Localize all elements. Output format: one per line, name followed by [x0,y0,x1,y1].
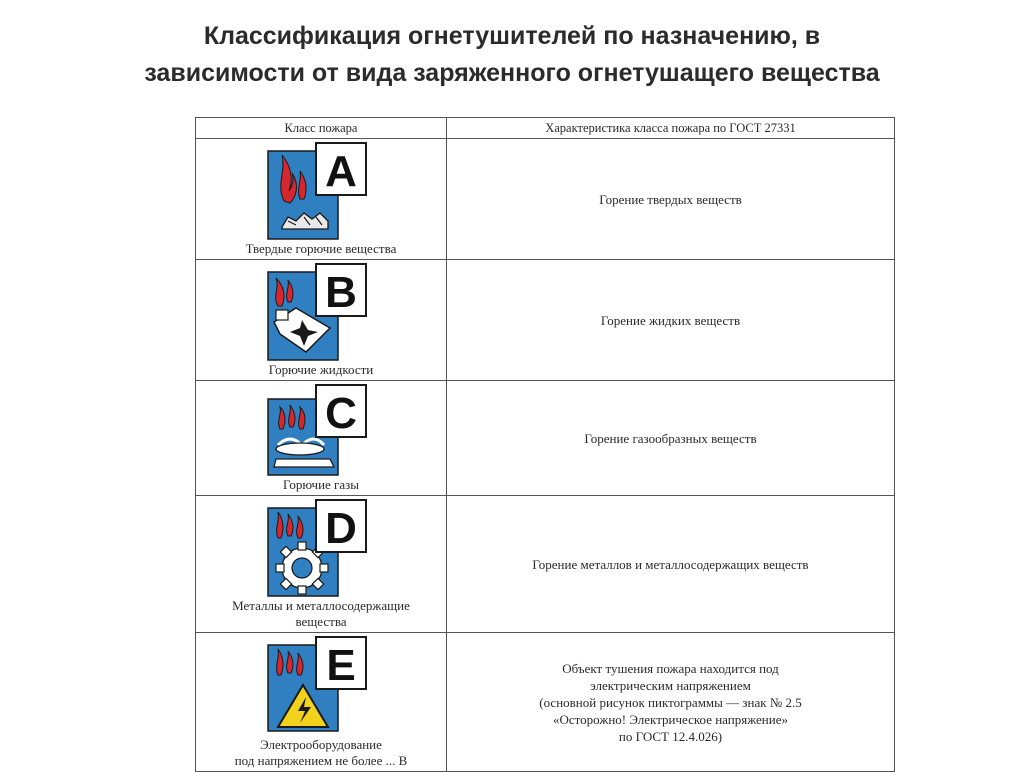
class-description-c: Горение газообразных веществ [447,381,895,496]
class-cell-d [196,496,447,633]
table-row-class-a [196,139,895,260]
class-cell-e [196,633,447,772]
class-caption-e: Электрооборудование под напряжением не более ... В [234,737,408,768]
header-class: Класс пожара [196,118,447,139]
metal-gear-fire-icon [256,498,376,600]
class-caption-a: Твердые горючие вещества [245,241,397,256]
svg-text:D: D [325,504,357,553]
table-row-class-e [196,633,895,772]
table-row-class-b [196,260,895,381]
class-description-d: Горение металлов и металлосодержащих веществ [447,496,895,633]
table-row-class-c [196,381,895,496]
table-row-class-d [196,496,895,633]
page-title-line-1: Классификация огнетушителей по назначению, в [203,22,821,50]
class-description-b: Горение жидких веществ [447,260,895,381]
class-caption-d: Металлы и металлосодержащие вещества [232,598,410,629]
table-header-row [196,118,895,139]
class-cell-c [196,381,447,496]
class-caption-b: Горючие жидкости [268,362,374,377]
class-caption-c: Горючие газы [282,477,360,492]
gas-burner-fire-icon [256,383,376,479]
class-description-e: Объект тушения пожара находится под электрическим напряжением (основной рисунок пиктограммы — знак № 2.5 «Осторожно! Электрическое напряжение» по ГОСТ 12.4.026) [447,633,895,772]
solid-fuel-fire-icon [256,141,376,245]
fire-class-table [195,117,895,772]
svg-text:C: C [325,389,357,438]
svg-text:B: B [325,268,357,317]
class-cell-b [196,260,447,381]
class-cell-a [196,139,447,260]
electrical-hazard-fire-icon [256,635,376,735]
page-title-line-2: зависимости от вида заряженного огнетушащего вещества [144,59,880,87]
liquid-fuel-fire-icon [256,262,376,366]
class-description-a: Горение твердых веществ [447,139,895,260]
svg-text:E: E [326,641,356,690]
header-characteristic: Характеристика класса пожара по ГОСТ 27331 [447,118,895,139]
svg-text:A: A [325,147,357,196]
page-title [0,18,1024,92]
